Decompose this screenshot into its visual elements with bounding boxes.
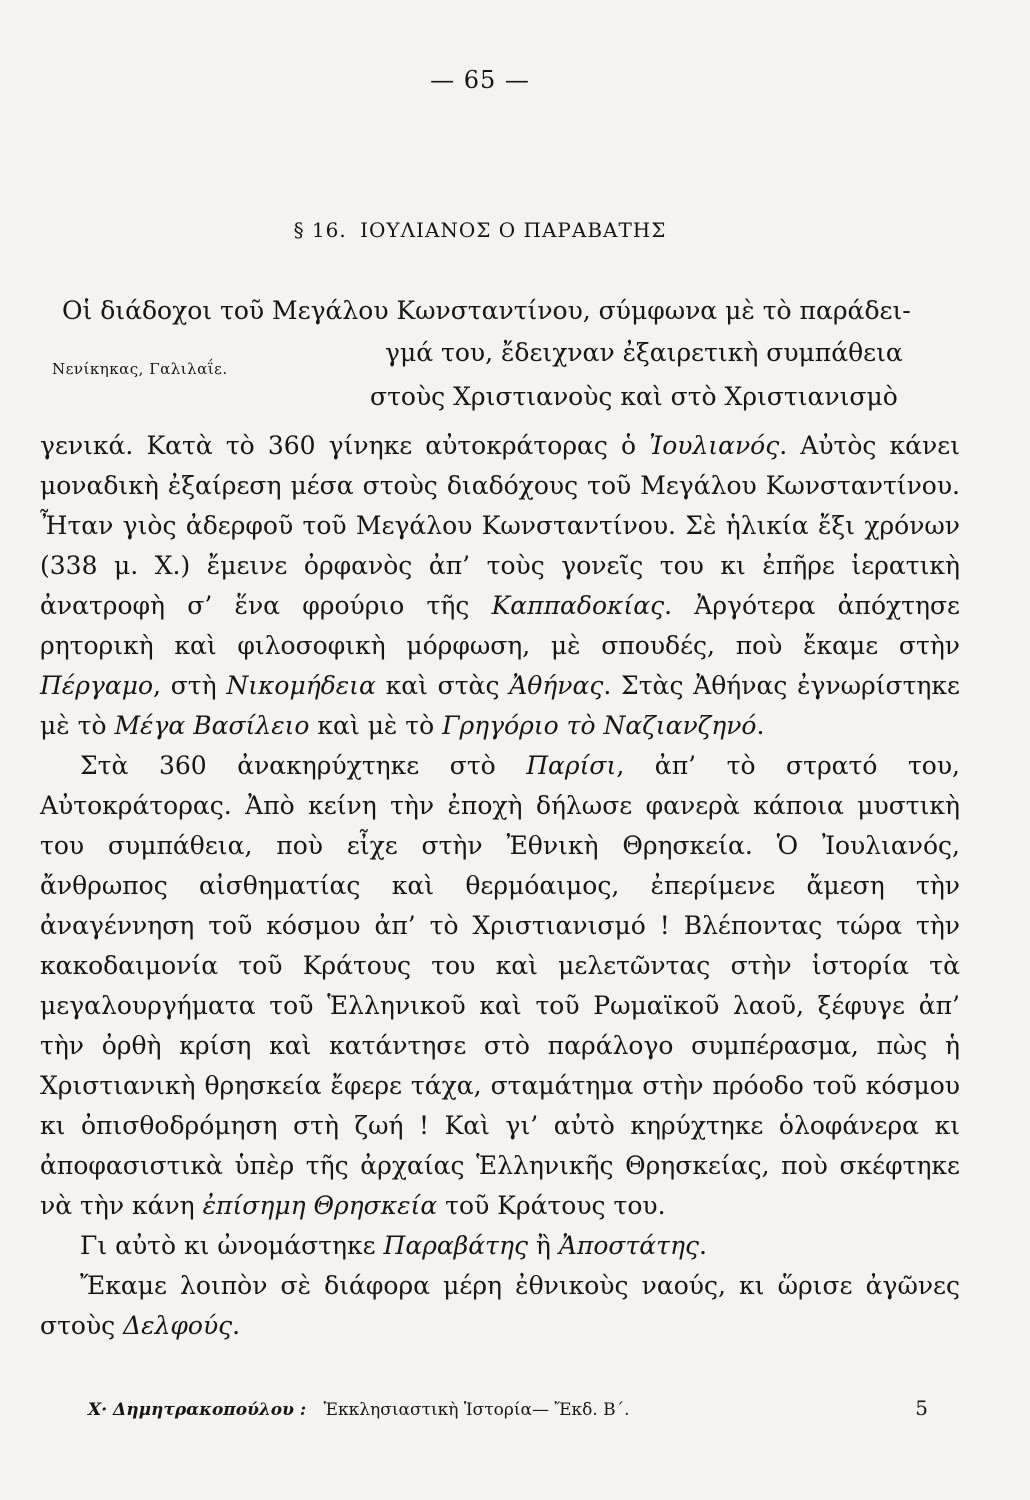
p1-text: , στὴ: [153, 671, 227, 700]
footer-author: Χ· Δημητρακοπούλου :: [88, 1400, 307, 1420]
p3-text: .: [698, 1231, 707, 1260]
p1-name-gregory: Γρηγόριο τὸ Ναζιανζηνό: [442, 711, 757, 740]
page-number: — 65 —: [430, 66, 530, 94]
section-heading: [0, 218, 960, 242]
p1-name-basil: Μέγα Βασίλειο: [114, 711, 310, 740]
p1-place-nicomedia: Νικομήδεια: [226, 671, 376, 700]
p1-text: .: [756, 711, 765, 740]
p1-place-pergamon: Πέργαμο: [40, 671, 154, 700]
p3-epithet-paravatis: Παραβάτης: [383, 1231, 528, 1260]
p1-text: . Ἀργότερα ἀπόχτησε ρητορικὴ καὶ φιλοσοφικὴ μόρφωση, μὲ σπουδές, ποὺ ἔκαμε στὴν: [40, 591, 961, 660]
p3-text: ἢ: [527, 1231, 559, 1260]
p2-text: τοῦ Κράτους του.: [437, 1191, 666, 1220]
body-text: [40, 426, 960, 1346]
p4-text: Ἔκαμε λοιπὸν σὲ διάφορα μέρη ἐθνικοὺς ναούς, κι ὥρισε ἀγῶνες στοὺς: [40, 1271, 960, 1340]
intro-line-2: γμά του, ἔδειχναν ἐξαιρετικὴ συμπάθεια: [385, 338, 903, 367]
paragraph-4: [40, 1266, 960, 1346]
paragraph-2: [40, 746, 960, 1226]
paragraph-3: [40, 1226, 960, 1266]
footer-book-title: Ἐκκλησιαστικὴ Ἱστορία— Ἔκδ. Β΄.: [323, 1400, 630, 1420]
p1-text: . Στὰς Ἀθήνας ἐγνωρίστηκε μὲ τὸ: [40, 671, 960, 740]
intro-line-3: στοὺς Χριστιανοὺς καὶ στὸ Χριστιανισμὸ: [370, 382, 898, 411]
footer: [88, 1396, 928, 1420]
intro-line-1: Οἱ διάδοχοι τοῦ Μεγάλου Κωνσταντίνου, σύμφωνα μὲ τὸ παράδει-: [62, 296, 911, 325]
p1-text: . Αὐτὸς κάνει μοναδικὴ ἐξαίρεση μέσα στοὺς διαδόχους τοῦ Μεγάλου Κωνσταντίνου. Ἦταν γιὸς ἀδερφοῦ τοῦ Μεγάλου Κωνσταντίνου. Σὲ ἡλικία ἔξι χρόνων (338 μ. Χ.) ἔμεινε ὀρφανὸς ἀπ’ τοὺς γονεῖς του κι ἐπῆρε ἱερατικὴ ἀνατροφὴ σ’ ἕνα φρούριο τῆς: [40, 431, 960, 620]
p3-epithet-apostatis: Ἀποστάτης: [558, 1231, 699, 1260]
p2-text: , ἀπ’ τὸ στρατό του, Αὐτοκράτορας. Ἀπὸ κείνη τὴν ἐποχὴ δήλωσε φανερὰ κάποια μυστικὴ του συμπάθεια, ποὺ εἶχε στὴν Ἐθνικὴ Θρησκεία. Ὁ Ἰουλιανός, ἄνθρωπος αἰσθηματίας καὶ θερμόαιμος, ἐπερίμενε ἄμεση τὴν ἀναγέννηση τοῦ κόσμου ἀπ’ τὸ Χριστιανισμό ! Βλέποντας τώρα τὴν κακοδαιμονία τοῦ Κράτους του καὶ μελετῶντας στὴν ἱστορία τὰ μεγαλουργήματα τοῦ Ἑλληνικοῦ καὶ τοῦ Ρωμαϊκοῦ λαοῦ, ξέφυγε ἀπ’ τὴν ὀρθὴ κρίση καὶ κατάντησε στὸ παράλογο συμπέρασμα, πὼς ἡ Χριστιανικὴ θρησκεία ἔφερε τάχα, σταμάτημα στὴν πρόοδο τοῦ κόσμου κι ὀπισθοδρόμηση στὴ ζωή ! Καὶ γι’ αὐτὸ κηρύχτηκε ὁλοφάνερα κι ἀποφασιστικὰ ὑπὲρ τῆς ἀρχαίας Ἑλληνικῆς Θρησκείας, ποὺ σκέφτηκε νὰ τὴν κάνη: [40, 751, 960, 1220]
p1-place-cappadocia: Καππαδοκίας: [491, 591, 665, 620]
paragraph-1: [40, 426, 960, 746]
p2-text: Στὰ 360 ἀνακηρύχτηκε στὸ: [80, 751, 527, 780]
p1-text: γενικά. Κατὰ τὸ 360 γίνηκε αὐτοκράτορας ὁ: [40, 431, 650, 460]
p1-name-julian: Ἰουλιανός: [649, 431, 780, 460]
p1-text: καὶ μὲ τὸ: [309, 711, 443, 740]
p4-text: .: [232, 1311, 241, 1340]
section-number: § 16.: [293, 218, 347, 242]
intro-block: [40, 296, 960, 446]
p2-place-paris: Παρίσι: [526, 751, 617, 780]
p4-place-delphi: Δελφούς: [123, 1311, 233, 1340]
p1-text: καὶ στὰς: [375, 671, 510, 700]
p1-place-athens: Ἀθήνας: [509, 671, 604, 700]
margin-note: Νενίκηκας, Γαλιλαΐε.: [52, 360, 228, 378]
p2-official-religion: ἐπίσημη Θρησκεία: [202, 1191, 438, 1220]
section-title: ΙΟΥΛΙΑΝΟΣ Ο ΠΑΡΑΒΑΤΗΣ: [360, 218, 667, 242]
signature-mark: 5: [915, 1396, 928, 1420]
p3-text: Γι αὐτὸ κι ὠνομάστηκε: [80, 1231, 384, 1260]
